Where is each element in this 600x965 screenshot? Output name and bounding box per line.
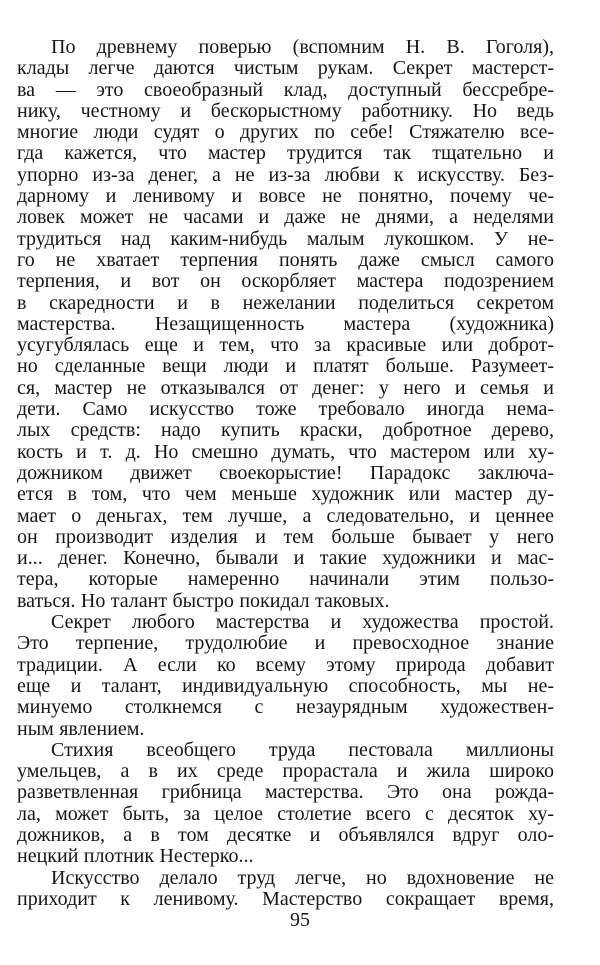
paragraph xyxy=(17,612,554,740)
text-line: дети. Само искусство тоже требовало иногда нема- xyxy=(17,398,554,421)
text-line: ла, может быть, за целое столетие всего с десяток ху- xyxy=(17,802,554,825)
text-line: мает о деньгах, тем лучше, а следовательно, и ценнее xyxy=(17,504,554,527)
text-line: По древнему поверью (вспомним Н. В. Гоголя), xyxy=(51,36,554,58)
text-line: дожников, а в том десятке и объявлялся вдруг оло- xyxy=(17,823,554,846)
page-number: 95 xyxy=(290,909,310,931)
text-line: Секрет любого мастерства и художества простой. xyxy=(51,611,554,634)
text-line: терпения, и вот он оскорбляет мастера подозрением xyxy=(17,270,554,293)
text-line: ваться. Но талант быстро покидал таковых. xyxy=(17,589,390,612)
paragraph xyxy=(17,868,554,911)
text-line: ва — это своеобразный клад, доступный бессребре- xyxy=(17,78,554,101)
text-line: ным явлением. xyxy=(17,717,145,740)
text-line: минуемо столкнемся с незаурядным художествен- xyxy=(17,696,554,719)
text-line: многие люди судят о других по себе! Стяжателю все- xyxy=(17,121,554,144)
text-line: ся, мастер не отказывался от денег: у него и семья и xyxy=(17,376,554,399)
text-line: Это терпение, трудолюбие и превосходное знание xyxy=(17,632,554,655)
text-line: го не хватает терпения понять даже смысл самого xyxy=(17,248,554,271)
text-line: умельцев, а в их среде прорастала и жила широко xyxy=(17,760,554,783)
text-line: еще и талант, индивидуальную способность, мы не- xyxy=(17,674,554,697)
text-line: разветвленная грибница мастерства. Это она рожда- xyxy=(17,781,554,804)
text-line: нику, честному и бескорыстному работнику. Но ведь xyxy=(17,99,554,122)
text-line: лых средств: надо купить краски, добротное дерево, xyxy=(17,419,554,442)
text-line: дарному и ленивому и вовсе не понятно, почему че- xyxy=(17,185,554,208)
text-line: но сделанные вещи люди и платят больше. Разумеет- xyxy=(17,355,554,378)
text-line: упорно из-за денег, а не из-за любви к искусству. Без- xyxy=(17,163,554,186)
paragraph xyxy=(17,740,554,868)
text-line: гда кажется, что мастер трудится так тщательно и xyxy=(17,142,554,165)
text-line: приходит к ленивому. Мастерство сокращает время, xyxy=(17,887,554,910)
text-line: тера, которые намеренно начинали этим пользо- xyxy=(17,568,554,591)
text-line: ется в том, что чем меньше художник или мастер ду- xyxy=(17,483,554,506)
text-line: мастерства. Незащищенность мастера (художника) xyxy=(17,312,554,335)
text-line: ловек может не часами и даже не днями, а неделями xyxy=(17,206,554,229)
page-text xyxy=(17,37,554,910)
text-line: усугублялась еще и тем, что за красивые или доброт- xyxy=(17,334,554,357)
text-line: и... денег. Конечно, бывали и такие художники и мас- xyxy=(17,547,554,570)
text-line: Искусство делало труд легче, но вдохновение не xyxy=(51,866,554,889)
text-line: кость и т. д. Но смешно думать, что мастером или ху- xyxy=(17,440,554,463)
text-line: Стихия всеобщего труда пестовала миллионы xyxy=(51,738,554,761)
paragraph xyxy=(17,37,554,612)
text-line: в скаредности и в нежелании поделиться секретом xyxy=(17,291,554,314)
text-line: традиции. А если ко всему этому природа добавит xyxy=(17,653,554,676)
text-line: трудиться над каким-нибудь малым лукошком. У не- xyxy=(17,227,554,250)
text-line: дожником движет своекорыстие! Парадокс заключа- xyxy=(17,461,554,484)
text-line: клады легче даются чистым рукам. Секрет мастерст- xyxy=(17,57,554,80)
text-line: он производит изделия и тем больше бывает у него xyxy=(17,525,554,548)
text-line: нецкий плотник Нестерко... xyxy=(17,845,254,868)
